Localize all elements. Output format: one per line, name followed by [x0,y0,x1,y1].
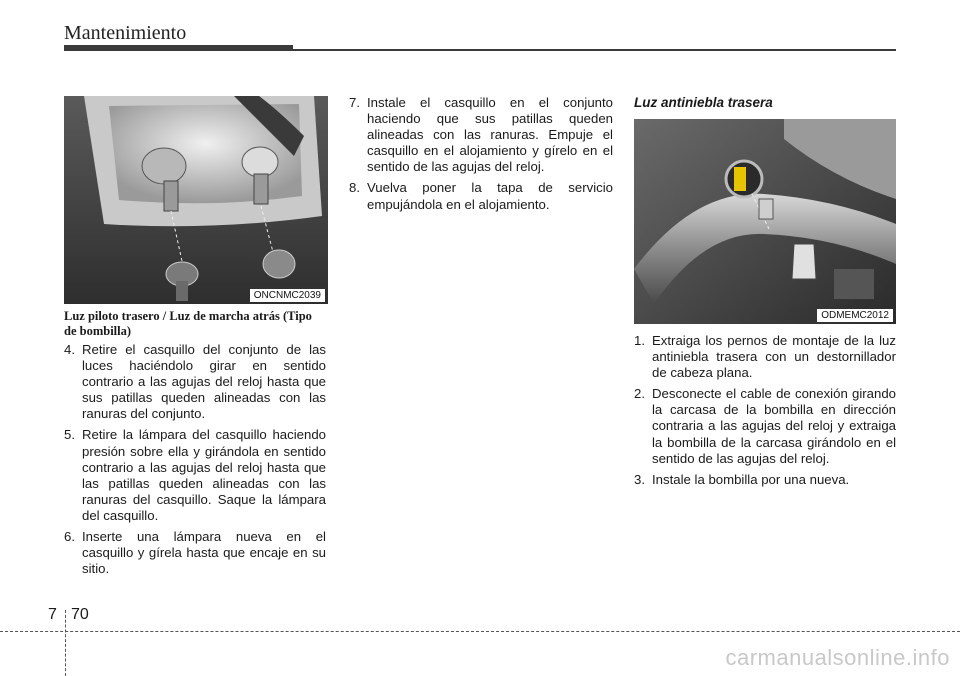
step-text: Extraiga los pernos de montaje de la luz antiniebla trasera con un destornillador de cabeza plana. [652,333,896,381]
footer-vertical-divider [65,610,66,676]
step-number: 6. [64,529,75,545]
step-number: 2. [634,386,645,402]
step-item [634,472,896,488]
photo-code-label: ONCNMC2039 [250,289,325,302]
step-item [64,427,326,524]
step-number: 4. [64,342,75,357]
watermark: carmanualsonline.info [725,645,950,670]
middle-column [349,95,613,218]
tail-lamp-illustration [64,96,328,304]
photo-code-label: ODMEMC2012 [817,309,893,322]
figure-caption: Luz piloto trasero / Luz de marcha atrás (Tipo de bombilla) [64,309,312,338]
step-item [349,180,613,212]
page-header-title: Mantenimiento [64,22,187,44]
step-item [634,386,896,466]
step-number: 1. [634,333,645,348]
header-rule-thin [293,49,896,51]
right-column [634,333,896,493]
tail-lamp-photo [64,96,328,304]
step-text: Retire el casquillo del conjunto de las luces haciéndolo girar en sentido contrario a las agujas del reloj hasta que sus patillas queden alineadas con las ranuras del conjunto. [82,342,326,422]
step-number: 8. [349,180,360,196]
step-number: 3. [634,471,645,487]
page-number: 70 [71,606,89,623]
step-text: Desconecte el cable de conexión girando la carcasa de la bombilla en dirección contraria a las agujas del reloj y extraiga la bombilla de la carcasa girándolo en el sentido de las agujas del reloj. [652,386,896,466]
step-number: 7. [349,95,360,110]
step-text: Inserte una lámpara nueva en el casquillo y gírela hasta que encaje en su sitio. [82,529,326,577]
step-text: Instale el casquillo en el conjunto haciendo que sus patillas queden alineadas con las ranuras. Empuje el casquillo en el alojamiento y gírelo en el sentido de las agujas del reloj. [367,95,613,175]
step-number: 5. [64,427,75,443]
chapter-number: 7 [48,606,57,623]
step-item [349,95,613,175]
step-text: Vuelva poner la tapa de servicio empujándola en el alojamiento. [367,180,613,212]
step-item [64,342,326,422]
step-text: Retire la lámpara del casquillo haciendo presión sobre ella y girándola en sentido contrario a las agujas del reloj hasta que las patillas queden alineadas con las ranuras del casquillo. Saque la lámpara del casquillo. [82,427,326,523]
step-text: Instale la bombilla por una nueva. [652,471,850,487]
header-rule-thick [64,45,293,51]
section-title: Luz antiniebla trasera [634,95,773,110]
footer-divider [0,631,960,632]
fog-lamp-photo [634,119,896,324]
fog-lamp-illustration [634,119,896,324]
left-column [64,309,326,582]
step-item [64,529,326,577]
step-item [634,333,896,381]
